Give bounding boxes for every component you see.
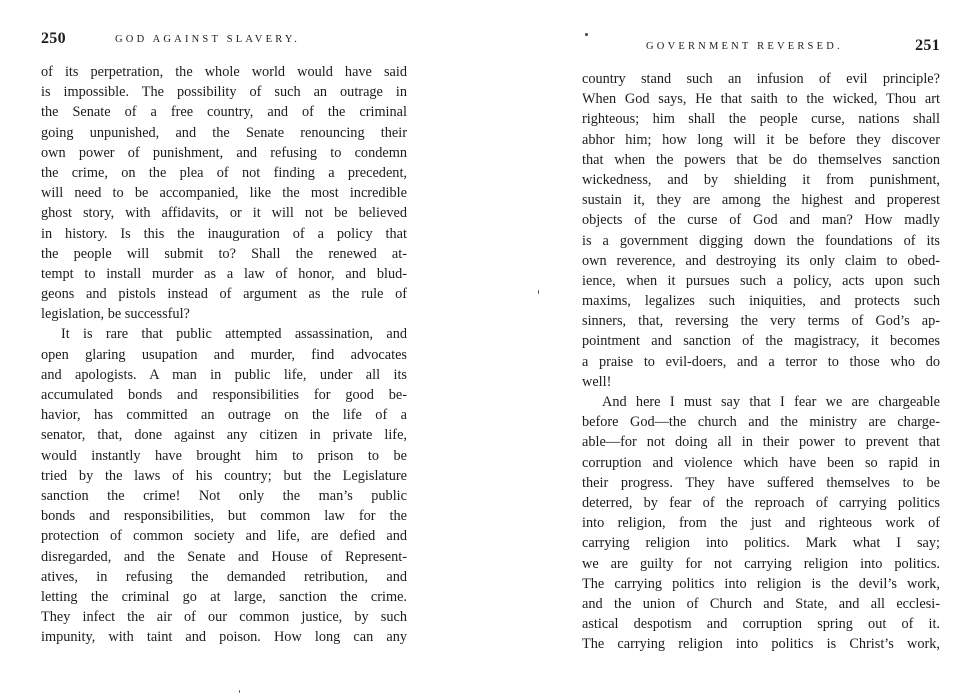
text-line: When God says, He that saith to the wicked, Thou art xyxy=(582,91,940,108)
text-line: tried by the laws of his country; but the Legislature xyxy=(41,467,407,484)
text-line: corruption and violence which have been so rapid in xyxy=(582,454,940,471)
left-running-title: GOD AGAINST SLAVERY. xyxy=(115,34,301,45)
text-line: letting the criminal go at large, sanction the crime. xyxy=(41,588,407,605)
text-line: and the union of Church and State, and all ecclesi- xyxy=(582,595,940,612)
text-line: own power of punishment, and refusing to condemn xyxy=(41,144,407,161)
print-speck xyxy=(585,33,588,36)
text-line: deterred, by fear of the reproach of carrying politics xyxy=(582,494,940,511)
text-line: bonds and responsibilities, but common law for the xyxy=(41,508,407,525)
text-line: ience, when it pursues such a policy, acts upon such xyxy=(582,272,940,289)
text-line: is impossible. The possibility of such an outrage in xyxy=(41,84,407,101)
text-line: ghost story, with affidavits, or it will not be believed xyxy=(41,205,407,222)
text-line: sustain it, they are among the highest and properest xyxy=(582,192,940,209)
left-body-text xyxy=(41,62,407,647)
text-line: maxims, legalizes such iniquities, and protects such xyxy=(582,293,940,310)
left-page xyxy=(41,0,407,695)
text-line: geons and pistols instead of argument as the rule of xyxy=(41,286,407,303)
text-line: pointment and sanction of the magistracy, it becomes xyxy=(582,333,940,350)
text-line: tempt to install murder as a law of honor, and blud- xyxy=(41,265,407,282)
right-running-title: GOVERNMENT REVERSED. xyxy=(646,41,843,52)
text-line: senator, that, done against any citizen in private life, xyxy=(41,427,407,444)
text-line: open glaring usupation and murder, find advocates xyxy=(41,346,407,363)
text-line: And here I must say that I fear we are chargeable xyxy=(602,394,940,410)
text-line: in history. Is this the inauguration of a policy that xyxy=(41,225,407,242)
text-line: own reverence, and destroying its only claim to obed- xyxy=(582,252,940,269)
text-line: They infect the air of our common justice, by such xyxy=(41,609,407,626)
text-line: abhor him; how long will it be before they discover xyxy=(582,131,940,148)
text-line: impunity, with taint and poison. How long can any xyxy=(41,629,407,646)
text-line: The carrying religion into politics is Christ’s work, xyxy=(582,636,940,653)
text-line: righteous; him shall the people curse, nations shall xyxy=(582,111,940,128)
text-line: country stand such an infusion of evil principle? xyxy=(582,71,940,87)
text-line: accumulated bonds and responsibilities for good be- xyxy=(41,387,407,403)
text-line: astical despotism and corruption spring out of it. xyxy=(582,616,940,633)
text-line: The carrying politics into religion is the devil’s work, xyxy=(582,575,940,592)
text-line: going unpunished, and the Senate renouncing their xyxy=(41,124,407,141)
text-line: that when the powers that be do themselves sanction xyxy=(582,151,940,168)
text-line: legislation, be successful? xyxy=(41,306,190,323)
text-line: before God—the church and the ministry are charge- xyxy=(582,414,940,431)
text-line: protection of common society and life, are defied and xyxy=(41,528,407,545)
text-line: havior, has committed an outrage on the life of a xyxy=(41,407,407,424)
text-line: we are guilty for not carrying religion into politics. xyxy=(582,555,940,572)
text-line: well! xyxy=(582,373,612,390)
text-line: and apologists. A man in public life, under all its xyxy=(41,366,407,383)
text-line: sinners, that, reversing the very terms of God’s ap- xyxy=(582,313,940,330)
text-line: of its perpetration, the whole world would have said xyxy=(41,64,407,80)
text-line: disregarded, and the Senate and House of Represent- xyxy=(41,548,407,565)
text-line: the Senate of a free country, and of the criminal xyxy=(41,104,407,121)
right-page-header xyxy=(582,37,940,59)
right-page-number: 251 xyxy=(915,37,940,54)
print-speck xyxy=(538,290,539,294)
text-line: is a government digging down the foundations of its xyxy=(582,232,940,249)
text-line: sanction the crime! Not only the man’s public xyxy=(41,487,407,504)
text-line: the people will submit to? Shall the renewed at- xyxy=(41,245,407,262)
left-page-header xyxy=(41,30,407,52)
text-line: will need to be accompanied, like the most incredible xyxy=(41,185,407,202)
text-line: carrying religion into politics. Mark what I say; xyxy=(582,535,940,552)
print-speck xyxy=(239,690,240,693)
text-line: their progress. They have suffered themselves to be xyxy=(582,474,940,491)
left-page-number: 250 xyxy=(41,30,66,47)
text-line: into religion, from the just and righteous work of xyxy=(582,515,940,532)
text-line: wickedness, and by shielding it from punishment, xyxy=(582,171,940,188)
text-line: atives, in refusing the demanded retribution, and xyxy=(41,568,407,585)
text-line: objects of the curse of God and man? How madly xyxy=(582,212,940,229)
text-line: the crime, on the plea of not finding a precedent, xyxy=(41,164,407,181)
text-line: It is rare that public attempted assassination, and xyxy=(61,326,407,343)
right-body-text xyxy=(582,69,940,654)
text-line: a praise to evil-doers, and a terror to those who do xyxy=(582,353,940,370)
right-page xyxy=(582,0,940,695)
text-line: would instantly have brought him to prison to be xyxy=(41,447,407,464)
text-line: able—for not doing all in their power to prevent that xyxy=(582,434,940,451)
